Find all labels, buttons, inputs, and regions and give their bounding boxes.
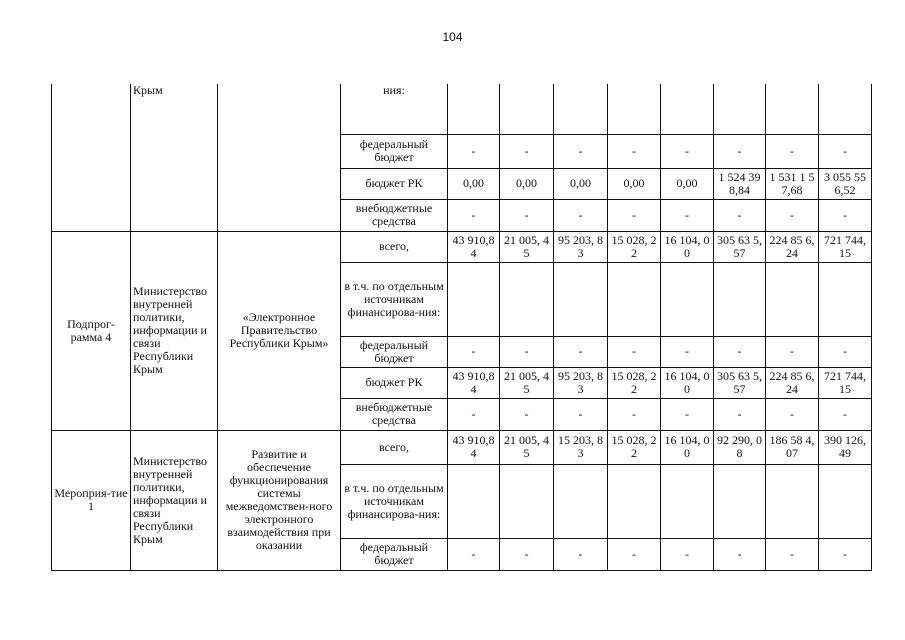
cell-value: -	[554, 398, 608, 430]
cell-name-empty	[218, 84, 341, 231]
cell-value: 21 005, 45	[500, 231, 554, 262]
table-row	[52, 231, 872, 262]
cell-value	[661, 464, 714, 538]
cell-value: 15 028, 22	[608, 231, 661, 262]
cell-value	[500, 84, 554, 134]
cell-value: -	[714, 398, 766, 430]
cell-value	[714, 84, 766, 134]
cell-value: -	[714, 199, 766, 231]
cell-value: 92 290, 08	[714, 430, 766, 464]
cell-value: -	[766, 336, 819, 367]
cell-value: -	[608, 398, 661, 430]
cell-responsible: Министерство внутренней политики, информации и связи Республики Крым	[131, 430, 218, 570]
cell-value: 224 85 6,24	[766, 231, 819, 262]
cell-value: 224 85 6,24	[766, 367, 819, 398]
cell-value	[714, 262, 766, 336]
cell-value	[500, 464, 554, 538]
cell-value: 15 028, 22	[608, 430, 661, 464]
cell-value: -	[766, 199, 819, 231]
cell-value: -	[448, 199, 500, 231]
cell-value: 15 028, 22	[608, 367, 661, 398]
cell-value	[448, 262, 500, 336]
cell-value: -	[608, 538, 661, 570]
cell-value	[714, 464, 766, 538]
cell-value: -	[500, 199, 554, 231]
cell-value: 43 910,84	[448, 430, 500, 464]
budget-table	[51, 84, 872, 571]
cell-value: -	[448, 538, 500, 570]
cell-value	[448, 464, 500, 538]
cell-value	[608, 464, 661, 538]
cell-source: в т.ч. по отдельным источникам финансирова-ния:	[341, 262, 448, 336]
cell-value: -	[608, 134, 661, 168]
cell-value	[766, 262, 819, 336]
cell-value	[554, 262, 608, 336]
cell-value	[554, 464, 608, 538]
cell-value: 186 58 4,07	[766, 430, 819, 464]
cell-value: -	[554, 199, 608, 231]
cell-value: -	[500, 336, 554, 367]
cell-source: федеральный бюджет	[341, 538, 448, 570]
cell-value	[661, 84, 714, 134]
page-number: 104	[442, 30, 463, 44]
cell-value: 21 005, 45	[500, 367, 554, 398]
cell-value: 95 203, 83	[554, 231, 608, 262]
cell-value	[608, 84, 661, 134]
cell-value: -	[819, 398, 872, 430]
cell-status: Подпрог-рамма 4	[52, 231, 131, 430]
cell-value: 390 126, 49	[819, 430, 872, 464]
cell-value	[766, 464, 819, 538]
cell-value: -	[500, 398, 554, 430]
cell-value: 0,00	[608, 168, 661, 199]
cell-value	[766, 84, 819, 134]
cell-value: -	[714, 336, 766, 367]
cell-source: внебюджетные средства	[341, 398, 448, 430]
cell-value: 16 104, 00	[661, 231, 714, 262]
cell-value: 0,00	[661, 168, 714, 199]
cell-value: -	[714, 538, 766, 570]
cell-value: -	[554, 134, 608, 168]
cell-value: -	[608, 336, 661, 367]
cell-value: -	[819, 336, 872, 367]
cell-value: 305 63 5,57	[714, 367, 766, 398]
table-row	[52, 430, 872, 464]
cell-value	[819, 262, 872, 336]
table-row	[52, 84, 872, 134]
cell-source: бюджет РК	[341, 367, 448, 398]
cell-value: -	[661, 336, 714, 367]
cell-value: 0,00	[554, 168, 608, 199]
cell-value	[448, 84, 500, 134]
cell-value: 1 531 1 57,68	[766, 168, 819, 199]
cell-value: 15 203, 83	[554, 430, 608, 464]
cell-value: 3 055 556,52	[819, 168, 872, 199]
cell-value: -	[766, 134, 819, 168]
cell-source: федеральный бюджет	[341, 336, 448, 367]
cell-source: внебюджетные средства	[341, 199, 448, 231]
cell-value: -	[661, 538, 714, 570]
cell-value: 21 005, 45	[500, 430, 554, 464]
cell-status-empty	[52, 84, 131, 231]
cell-source: всего,	[341, 430, 448, 464]
cell-name: Развитие и обеспечение функционирования системы межведомствен-ного электронного взаимодействия при оказании	[218, 430, 341, 570]
cell-value: -	[661, 398, 714, 430]
cell-value: -	[448, 398, 500, 430]
cell-value: -	[819, 134, 872, 168]
cell-source: бюджет РК	[341, 168, 448, 199]
cell-value: -	[500, 134, 554, 168]
cell-value: 1 524 398,84	[714, 168, 766, 199]
cell-value: 95 203, 83	[554, 367, 608, 398]
cell-value: 43 910,84	[448, 231, 500, 262]
cell-value: -	[714, 134, 766, 168]
cell-value: -	[448, 336, 500, 367]
cell-value: -	[448, 134, 500, 168]
cell-value	[819, 84, 872, 134]
cell-value: -	[661, 199, 714, 231]
cell-responsible: Министерство внутренней политики, информации и связи Республики Крым	[131, 231, 218, 430]
cell-name: «Электронное Правительство Республики Крым»	[218, 231, 341, 430]
cell-value	[554, 84, 608, 134]
cell-value: 305 63 5,57	[714, 231, 766, 262]
cell-value: -	[554, 538, 608, 570]
cell-value: 0,00	[448, 168, 500, 199]
cell-value: 0,00	[500, 168, 554, 199]
cell-value: -	[500, 538, 554, 570]
cell-value	[608, 262, 661, 336]
cell-value: -	[766, 398, 819, 430]
cell-source: федеральный бюджет	[341, 134, 448, 168]
cell-responsible: Крым	[131, 84, 218, 231]
cell-value: 721 744, 15	[819, 367, 872, 398]
cell-status: Мероприя-тие 1	[52, 430, 131, 570]
cell-source: в т.ч. по отдельным источникам финансирова-ния:	[341, 464, 448, 538]
cell-value: -	[819, 538, 872, 570]
cell-source: ния:	[341, 84, 448, 134]
cell-value: -	[819, 199, 872, 231]
cell-value	[661, 262, 714, 336]
cell-value: -	[766, 538, 819, 570]
cell-value	[819, 464, 872, 538]
cell-value: -	[608, 199, 661, 231]
cell-source: всего,	[341, 231, 448, 262]
cell-value: -	[554, 336, 608, 367]
cell-value: 16 104, 00	[661, 430, 714, 464]
cell-value: -	[661, 134, 714, 168]
cell-value	[500, 262, 554, 336]
cell-value: 721 744, 15	[819, 231, 872, 262]
cell-value: 43 910,84	[448, 367, 500, 398]
cell-value: 16 104, 00	[661, 367, 714, 398]
